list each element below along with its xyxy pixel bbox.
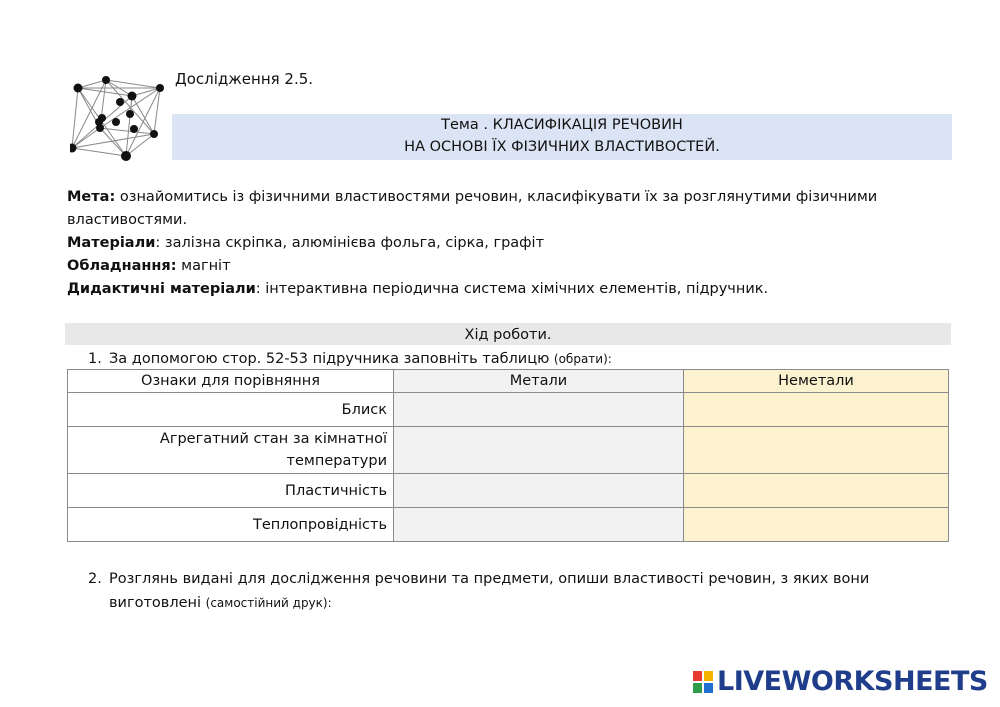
logo-text: LIVEWORKSHEETS xyxy=(717,666,988,697)
materials-label: Матеріали xyxy=(67,235,156,251)
answer-metals-plasticity[interactable] xyxy=(394,474,684,508)
table-row xyxy=(68,474,949,508)
equipment-paragraph xyxy=(67,255,947,278)
table-row xyxy=(68,508,949,542)
topic-line-2: НА ОСНОВІ ЇХ ФІЗИЧНИХ ВЛАСТИВОСТЕЙ. xyxy=(404,139,720,155)
materials-paragraph xyxy=(67,232,947,255)
header-features: Ознаки для порівняння xyxy=(68,370,394,393)
answer-metals-luster[interactable] xyxy=(394,393,684,427)
goal-label: Мета: xyxy=(67,189,116,205)
goal-paragraph xyxy=(67,186,947,232)
task-1-text: За допомогою стор. 52-53 підручника заповніть таблицю xyxy=(109,351,554,367)
answer-nonmetals-conductivity[interactable] xyxy=(684,508,949,542)
liveworksheets-logo xyxy=(693,668,988,698)
crystal-lattice-icon xyxy=(70,74,166,164)
row-label-luster: Блиск xyxy=(68,393,394,427)
row-label-conductivity: Теплопровідність xyxy=(68,508,394,542)
table-row xyxy=(68,393,949,427)
task-2-note: (самостійний друк): xyxy=(205,596,332,610)
equipment-label: Обладнання: xyxy=(67,258,177,274)
topic-line-1: Тема . КЛАСИФІКАЦІЯ РЕЧОВИН xyxy=(441,117,683,133)
goal-text: ознайомитись із фізичними властивостями речовин, класифікувати їх за розглянутими фізичними властивостями. xyxy=(67,189,878,228)
task-2-number: 2. xyxy=(88,571,102,587)
comparison-table xyxy=(67,369,949,542)
task-1-number: 1. xyxy=(88,351,102,367)
header-nonmetals: Неметали xyxy=(684,370,949,393)
table-row xyxy=(68,427,949,474)
study-label: Дослідження 2.5. xyxy=(175,70,314,88)
task-2 xyxy=(88,567,949,615)
task-2-text-line-1: Розглянь видані для дослідження речовини та предмети, опиши властивості речовин, з яких вони xyxy=(109,571,870,587)
header-metals: Метали xyxy=(394,370,684,393)
row-label-state: Агрегатний стан за кімнатної температури xyxy=(68,427,394,474)
didactic-paragraph xyxy=(67,278,947,301)
row-label-plasticity: Пластичність xyxy=(68,474,394,508)
task-1-note: (обрати): xyxy=(553,352,612,366)
info-section xyxy=(67,186,947,301)
answer-nonmetals-plasticity[interactable] xyxy=(684,474,949,508)
topic-banner xyxy=(172,114,952,160)
answer-nonmetals-luster[interactable] xyxy=(684,393,949,427)
answer-nonmetals-state[interactable] xyxy=(684,427,949,474)
table-header-row xyxy=(68,370,949,393)
answer-metals-conductivity[interactable] xyxy=(394,508,684,542)
task-2-text-line-2: виготовлені xyxy=(109,595,206,611)
didactic-label: Дидактичні матеріали xyxy=(67,281,256,297)
progress-title: Хід роботи. xyxy=(65,323,951,345)
equipment-text: магніт xyxy=(176,258,231,274)
task-2-line-2 xyxy=(88,591,949,615)
answer-metals-state[interactable] xyxy=(394,427,684,474)
logo-blocks-icon xyxy=(693,671,713,693)
didactic-text: : інтерактивна періодична система хімічних елементів, підручник. xyxy=(255,281,769,297)
task-1 xyxy=(88,348,948,370)
materials-text: : залізна скріпка, алюмінієва фольга, сірка, графіт xyxy=(155,235,545,251)
